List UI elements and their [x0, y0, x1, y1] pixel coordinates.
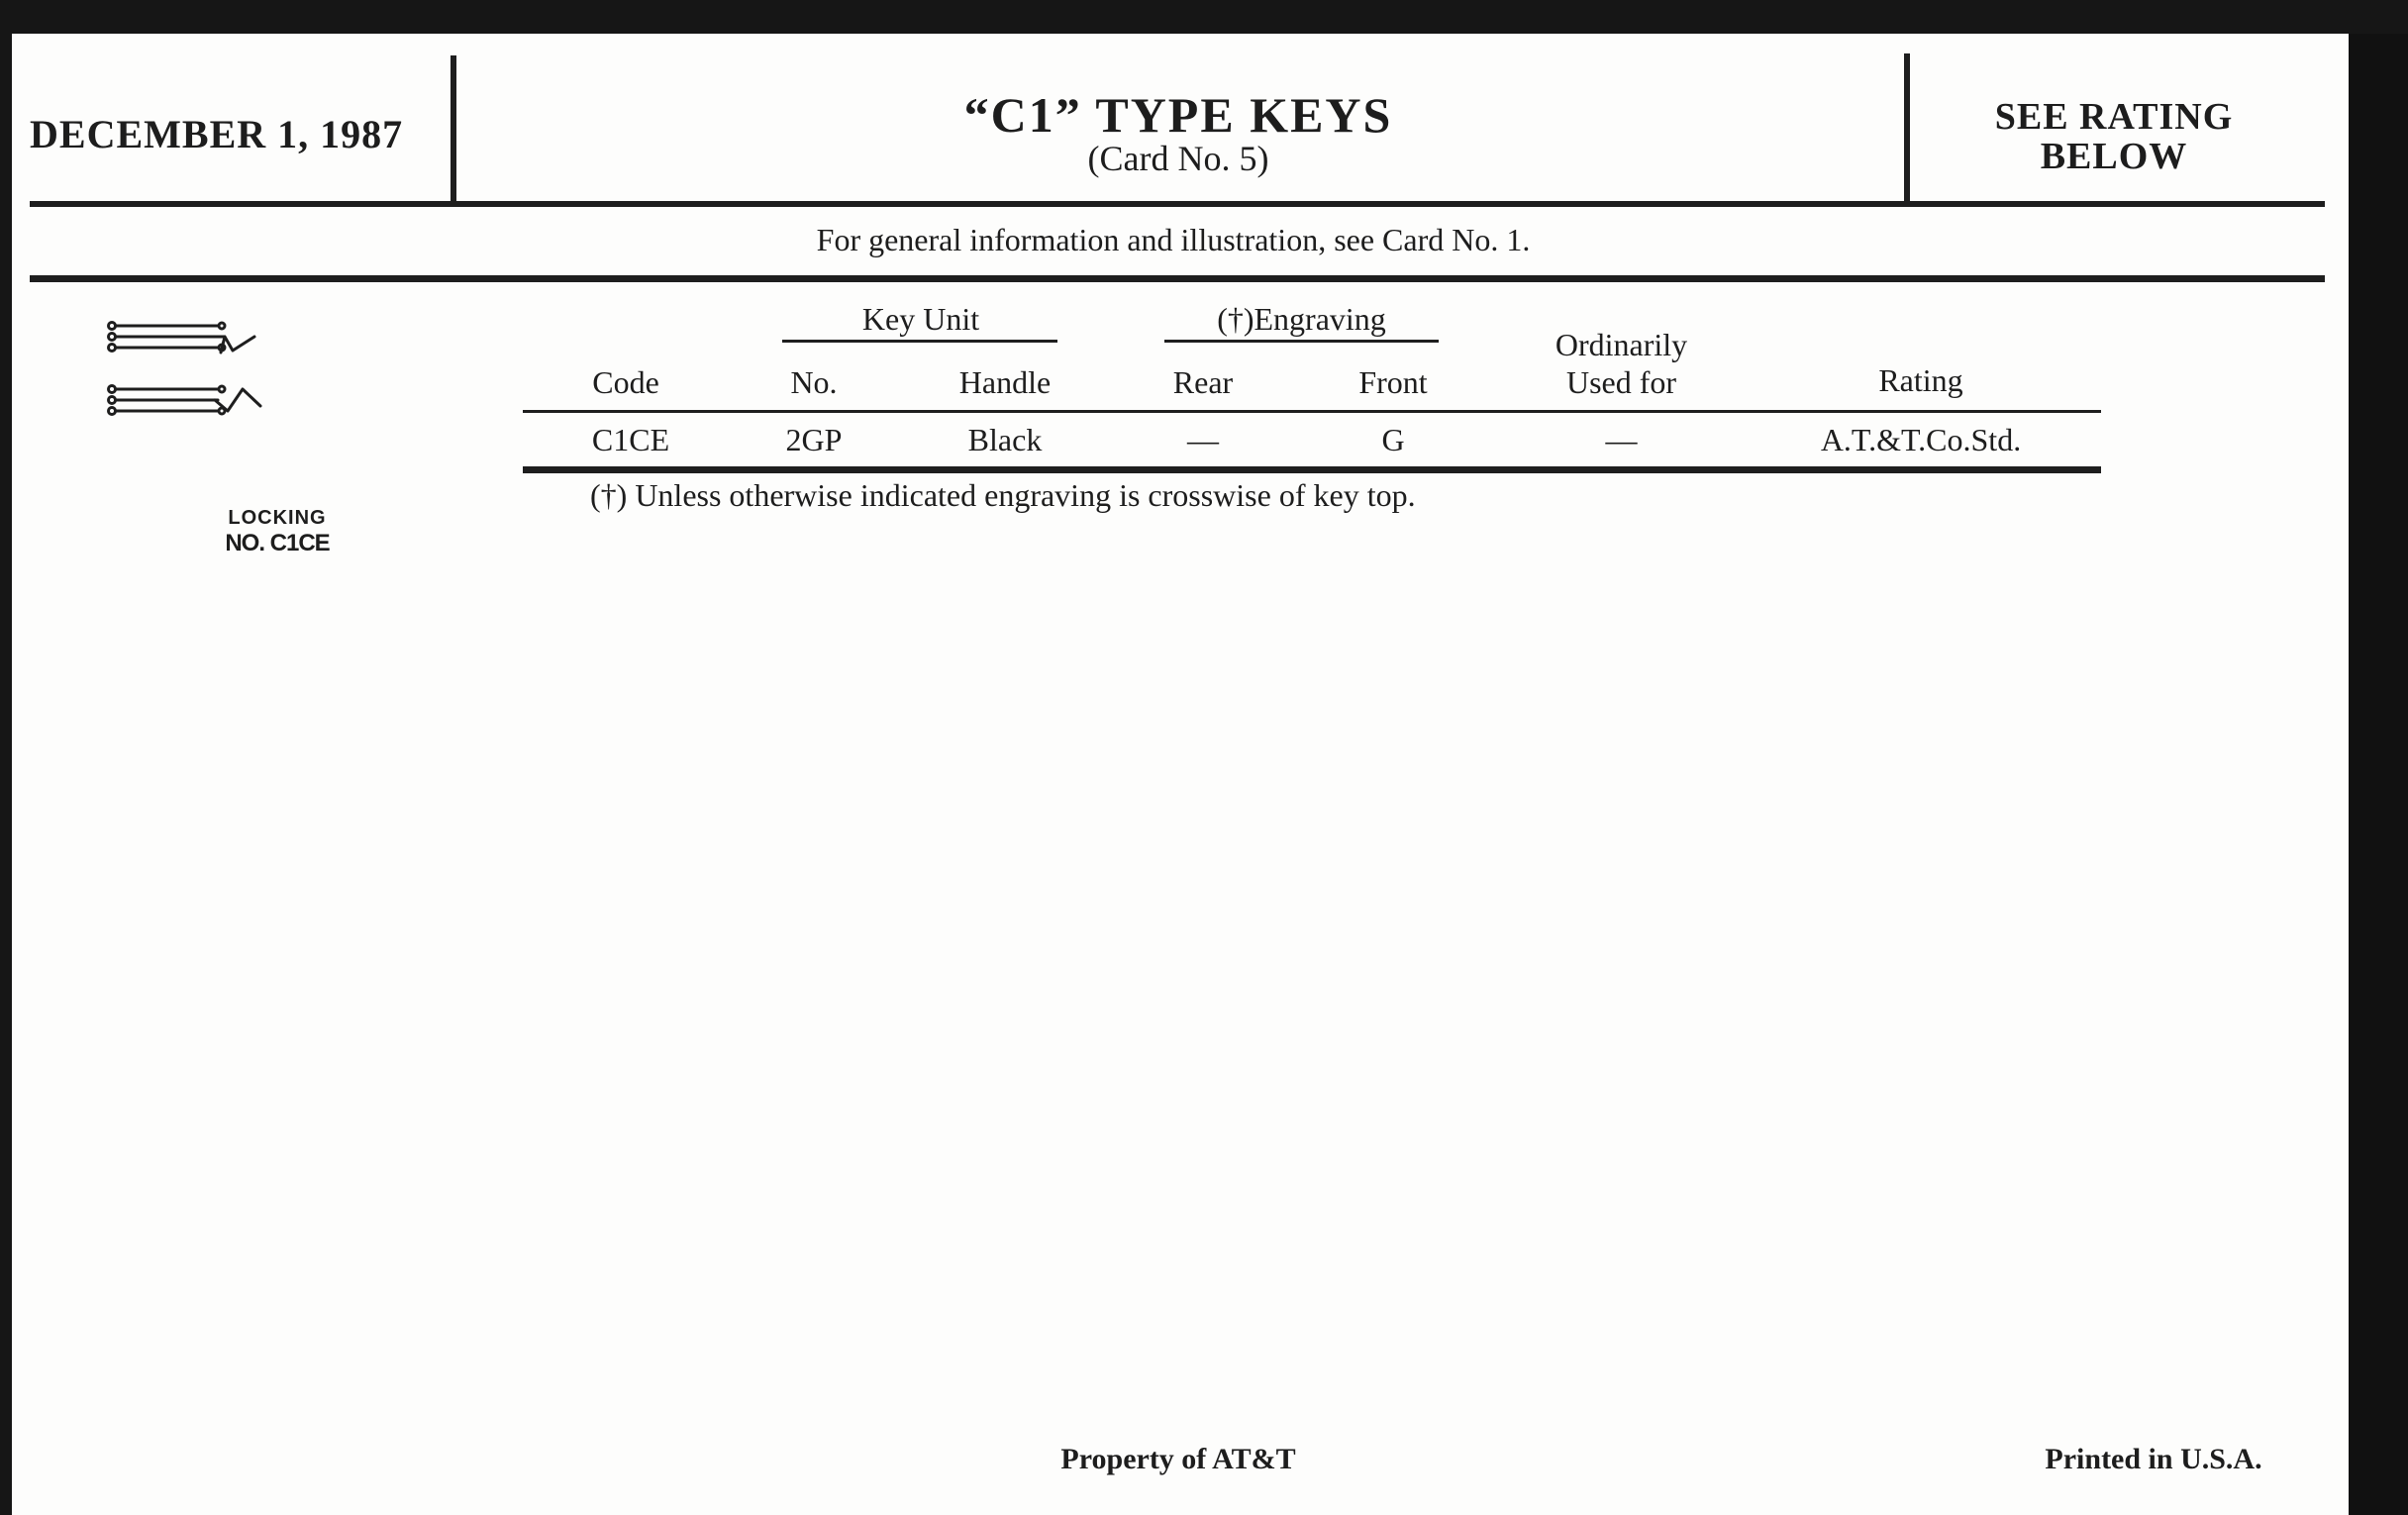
info-bottom-rule	[30, 275, 2325, 282]
contact-terminal	[109, 345, 116, 352]
footer-printed: Printed in U.S.A.	[2045, 1443, 2262, 1475]
general-info-line: For general information and illustration, see Card No. 1.	[816, 222, 1531, 257]
col-header-used-for-line2: Used for	[1565, 364, 1677, 400]
contact-terminal	[109, 334, 116, 341]
contact-point	[219, 323, 225, 329]
key-contact-symbol	[104, 315, 272, 424]
contact-terminal	[109, 408, 116, 415]
header-bottom-rule	[30, 201, 2325, 207]
table-footnote: (†) Unless otherwise indicated engraving is crosswise of key top.	[590, 477, 1416, 513]
cell-rear: —	[1187, 422, 1219, 457]
locking-label-line1: LOCKING	[228, 507, 327, 529]
rating-note-line2: BELOW	[2040, 136, 2188, 177]
group-header-engraving: (†)Engraving	[1217, 301, 1386, 337]
key-unit-underline	[782, 340, 1057, 343]
contact-point	[219, 386, 225, 392]
col-header-front: Front	[1358, 364, 1428, 400]
cell-no: 2GP	[785, 422, 843, 457]
locking-label-line2: NO. C1CE	[225, 530, 330, 556]
contact-terminal	[109, 386, 116, 393]
col-header-rating: Rating	[1878, 362, 1963, 398]
cell-rating: A.T.&T.Co.Std.	[1820, 422, 2022, 457]
footer-property: Property of AT&T	[1060, 1443, 1296, 1475]
cell-handle: Black	[967, 422, 1043, 457]
col-header-handle: Handle	[958, 364, 1052, 400]
engraving-underline	[1164, 340, 1439, 343]
rating-note	[1911, 97, 2317, 176]
cell-used-for: —	[1605, 422, 1638, 457]
cell-code: C1CE	[591, 422, 670, 457]
contact-terminal	[109, 323, 116, 330]
col-header-no: No.	[790, 364, 838, 400]
card-number: (Card No. 5)	[1087, 139, 1269, 178]
rating-note-line1: SEE RATING	[1994, 96, 2234, 138]
col-header-used-for-line1: Ordinarily	[1555, 327, 1688, 362]
col-header-used-for	[1505, 326, 1738, 401]
cell-front: G	[1381, 422, 1405, 457]
header-divider-right	[1904, 53, 1910, 204]
card-edge-shadow	[2349, 34, 2408, 1515]
col-header-rear: Rear	[1172, 364, 1234, 400]
group-header-key-unit: Key Unit	[861, 301, 980, 337]
card-title: “C1” TYPE KEYS	[963, 87, 1393, 143]
col-header-code: Code	[592, 364, 659, 400]
card-date: DECEMBER 1, 1987	[30, 112, 404, 156]
table-header-rule	[523, 410, 2101, 413]
table-bottom-rule	[523, 466, 2101, 473]
locking-label	[203, 505, 351, 556]
contact-terminal	[109, 397, 116, 404]
